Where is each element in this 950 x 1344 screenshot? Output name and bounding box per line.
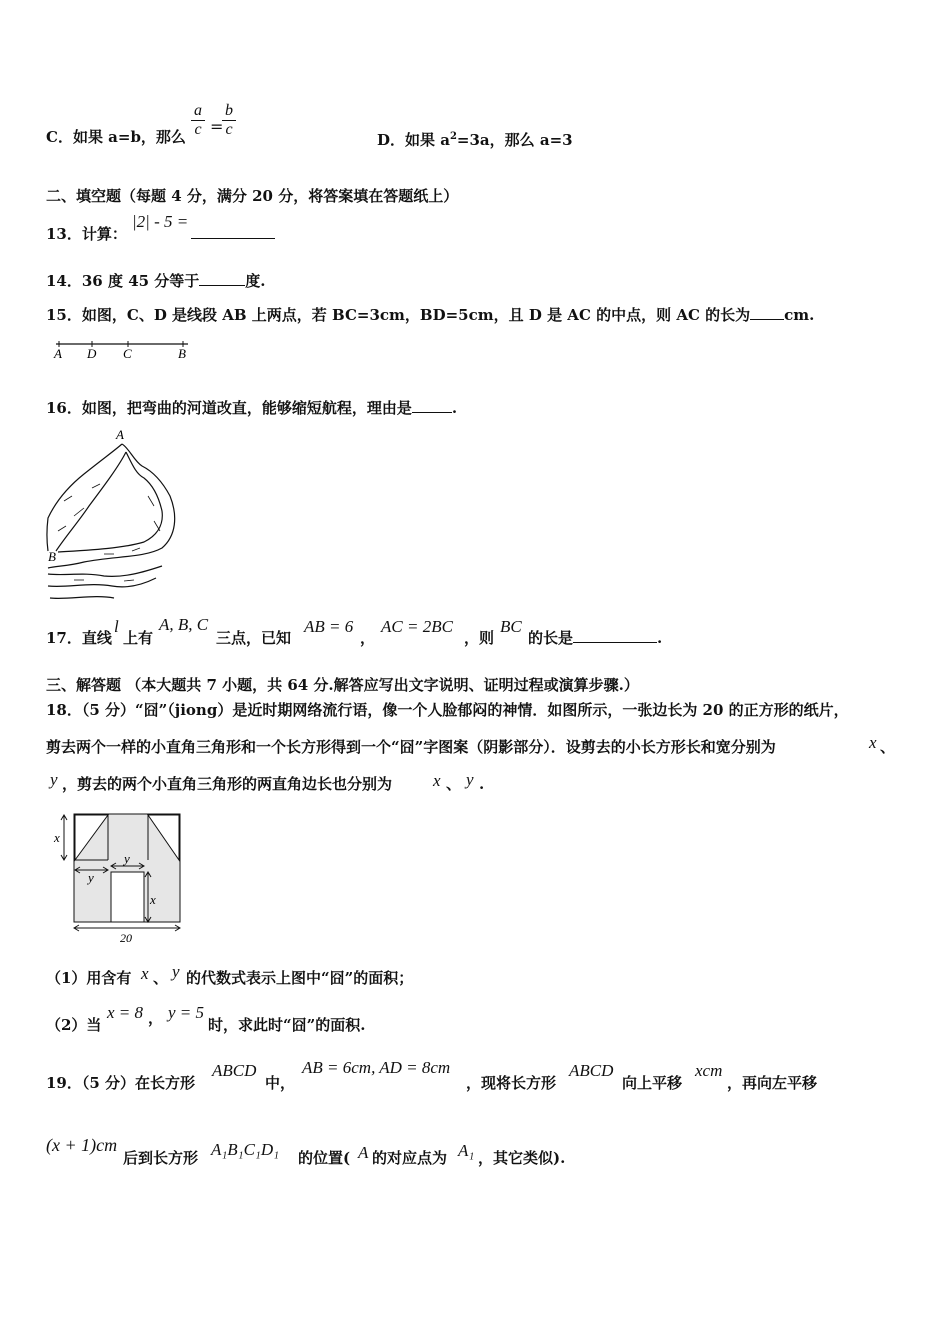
question-18-line1: 18．（5 分）“囧”（jiong）是近时期网络流行语，像一个人脸郁闷的神情．如图所示，一张边长为 20 的正方形的纸片， — [46, 701, 849, 719]
q19-x-plus-1-cm: (x + 1)cm — [46, 1135, 118, 1155]
point-label-c: C — [123, 346, 132, 361]
q19-text-after: 后到长方形 — [123, 1149, 199, 1167]
q18-sub1: （1）用含有 — [46, 969, 132, 987]
river-banks — [47, 444, 175, 598]
q18-sub2-text: 时，求此时“囧”的面积. — [208, 1016, 366, 1034]
point-label-a: A — [54, 346, 62, 361]
river-texture — [58, 484, 160, 581]
q17-answer-blank[interactable] — [573, 628, 657, 643]
q18-sub2: （2）当 — [46, 1016, 102, 1034]
question-17: 17．直线 — [46, 629, 112, 647]
river-label-a: A — [116, 427, 124, 442]
q19-abcd2: ABCD — [569, 1061, 614, 1080]
q19-a: A — [358, 1143, 369, 1162]
q18-var-y: y — [50, 770, 58, 789]
q12-option-c: C．如果 a=b，那么 — [46, 128, 186, 146]
question-14: 14．36 度 45 分等于 度. — [46, 272, 266, 290]
q17-text-length: 的长是 . — [528, 629, 663, 647]
q17-ac-eq: AC = 2BC — [381, 617, 453, 636]
q18-sub1-text: 的代数式表示上图中“囧”的面积； — [186, 969, 414, 987]
section-fill-in-heading: 二、填空题（每题 4 分，满分 20 分，将答案填在答题纸上） — [46, 187, 459, 205]
q16-river-figure — [44, 426, 184, 601]
q19-text-similar: ，其它类似). — [478, 1149, 566, 1167]
question-19: 19．（5 分）在长方形 — [46, 1074, 196, 1092]
cut-rectangle — [111, 872, 144, 922]
q16-answer-blank[interactable] — [412, 398, 452, 413]
q17-line-l: l — [114, 617, 119, 636]
q18-sub2-x: x = 8 — [107, 1003, 144, 1022]
q17-text-on: 上有 — [123, 629, 154, 647]
q18-sub1-x: x — [141, 964, 149, 983]
section-solutions-heading: 三、解答题 （本大题共 7 小题，共 64 分.解答应写出文字说明、证明过程或演算步骤.） — [46, 676, 639, 694]
label-y-rect: y — [124, 851, 130, 866]
label-y-bottom: y — [88, 870, 94, 885]
point-label-b: B — [178, 346, 186, 361]
q19-text-left: ，再向左平移 — [727, 1074, 818, 1092]
q19-xcm: xcm — [695, 1061, 723, 1080]
q12-option-d: D．如果 $a^2=3a$，那么 a=3 — [377, 131, 573, 149]
q18-sub2-sep: ， — [148, 1009, 164, 1027]
q17-text-then: ，则 — [464, 629, 495, 647]
q13-expression: |2| - 5 = — [132, 212, 189, 231]
q19-dimensions: AB = 6cm, AD = 8cm — [302, 1058, 451, 1077]
q18-sub1-sep: 、 — [153, 969, 169, 987]
label-x-left: x — [54, 830, 60, 845]
question-16: 16．如图，把弯曲的河道改直，能够缩短航程，理由是 . — [46, 399, 458, 417]
q13-answer-blank[interactable] — [191, 224, 275, 244]
question-18-line2: 剪去两个一样的小直角三角形和一个长方形得到一个“囧”字图案（阴影部分）．设剪去的小长方形长和宽分别为 — [46, 738, 776, 756]
q18-sub1-y: y — [172, 962, 180, 981]
question-13: 13．计算： — [46, 225, 127, 243]
question-18-line3: ，剪去的两个小直角三角形的两直角边长也分别为 — [62, 775, 393, 793]
q18-var-x2: x — [433, 771, 441, 790]
q19-text-corr: 的对应点为 — [372, 1149, 448, 1167]
q14-answer-blank[interactable] — [199, 271, 245, 286]
q12-fraction-b-over-c: $\frac{b}{c}$ — [222, 102, 236, 139]
q17-comma: ， — [360, 629, 376, 647]
q12-fraction-a-over-c: $\frac{a}{c}$ — [191, 102, 205, 139]
q19-text-position: 的位置( — [298, 1149, 351, 1167]
q12-equals: = — [210, 117, 224, 136]
q17-points: A, B, C — [159, 615, 209, 634]
q17-bc: BC — [500, 617, 522, 636]
q19-text-move: ，现将长方形 — [466, 1074, 557, 1092]
q19-text-up: 向上平移 — [622, 1074, 683, 1092]
q18-period: . — [479, 775, 485, 793]
label-x-rect: x — [150, 892, 156, 907]
q18-var-y2: y — [466, 770, 474, 789]
question-15: 15．如图，C、D 是线段 AB 上两点，若 BC=3cm，BD=5cm，且 D 是 AC 的中点，则 AC 的长为 cm. — [46, 306, 815, 324]
point-label-d: D — [87, 346, 97, 361]
q19-a1: A₁ — [458, 1141, 475, 1160]
q18-sub2-y: y = 5 — [168, 1003, 205, 1022]
river-label-b: B — [48, 549, 56, 564]
q18-jiong-figure — [50, 810, 190, 945]
q18-var-x: x — [869, 733, 877, 752]
q18-sep: 、 — [880, 738, 896, 756]
q18-sep2: 、 — [446, 775, 462, 793]
q15-answer-blank[interactable] — [750, 305, 784, 320]
q19-a1b1c1d1: A₁B₁C₁D₁ — [211, 1140, 280, 1159]
q15-segment-figure — [48, 338, 198, 362]
label-20: 20 — [120, 931, 132, 945]
q17-ab-eq: AB = 6 — [304, 617, 354, 636]
q17-text-known: 三点，已知 — [216, 629, 292, 647]
q19-text-in: 中， — [265, 1074, 296, 1092]
q19-abcd: ABCD — [212, 1061, 257, 1080]
